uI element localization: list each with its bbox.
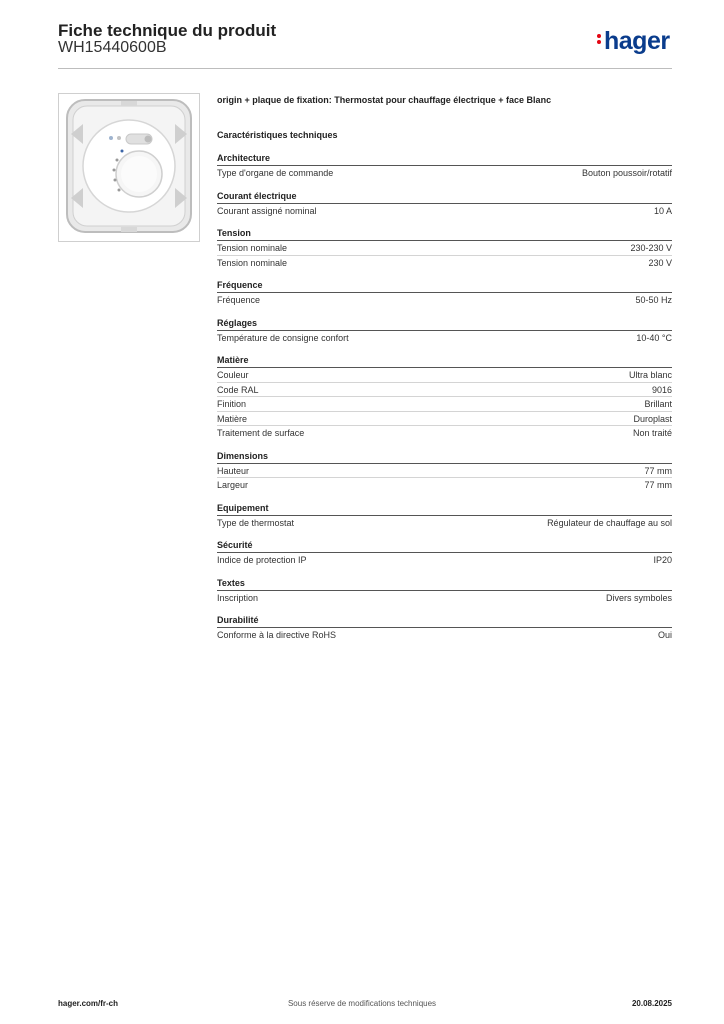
spec-row xyxy=(217,628,672,642)
spec-label: Courant assigné nominal xyxy=(217,205,317,216)
spec-group-title: Sécurité xyxy=(217,540,672,553)
spec-value: 77 mm xyxy=(644,480,672,490)
spec-group-title: Equipement xyxy=(217,503,672,516)
spec-row xyxy=(217,256,672,270)
spec-label: Matière xyxy=(217,413,248,424)
spec-group xyxy=(217,228,672,269)
spec-row xyxy=(217,426,672,440)
spec-label: Finition xyxy=(217,399,247,409)
spec-groups xyxy=(217,153,672,642)
footer-website: hager.com/fr-ch xyxy=(58,999,119,1008)
spec-label: Tension nominale xyxy=(217,257,288,268)
spec-row xyxy=(217,383,672,398)
spec-group-title: Dimensions xyxy=(217,451,672,464)
spec-label: Indice de protection IP xyxy=(217,555,307,565)
header-divider xyxy=(58,68,672,69)
spec-label: Inscription xyxy=(217,592,259,603)
spec-group-title: Textes xyxy=(217,578,672,591)
spec-row xyxy=(217,478,672,492)
spec-row xyxy=(217,241,672,256)
spec-value: Bouton poussoir/rotatif xyxy=(581,168,672,178)
product-reference: WH15440600B xyxy=(58,39,167,56)
spec-group xyxy=(217,280,672,307)
spec-label: Code RAL xyxy=(217,384,259,395)
spec-label: Température de consigne confort xyxy=(217,332,349,343)
hager-logo xyxy=(597,27,670,56)
product-details xyxy=(217,95,672,642)
spec-label: Couleur xyxy=(217,370,249,380)
spec-group-title: Matière xyxy=(217,355,672,368)
spec-row xyxy=(217,516,672,530)
spec-group xyxy=(217,191,672,218)
spec-group-title: Fréquence xyxy=(217,280,672,293)
footer-notice: Sous réserve de modifications techniques xyxy=(287,999,437,1008)
spec-row xyxy=(217,368,672,383)
spec-value: Duroplast xyxy=(633,413,672,424)
thermostat-illustration xyxy=(59,94,199,241)
product-description: origin + plaque de fixation: Thermostat pour chauffage électrique + face Blanc xyxy=(217,95,552,105)
spec-group-title: Durabilité xyxy=(217,615,672,628)
spec-group xyxy=(217,355,672,440)
spec-row xyxy=(217,591,672,605)
spec-row xyxy=(217,464,672,479)
spec-row xyxy=(217,204,672,218)
spec-group-title: Tension xyxy=(217,228,672,241)
spec-value: 77 mm xyxy=(644,465,672,476)
spec-group xyxy=(217,451,672,492)
spec-label: Type d'organe de commande xyxy=(217,168,334,178)
spec-label: Type de thermostat xyxy=(217,517,295,528)
spec-label: Traitement de surface xyxy=(217,428,305,438)
spec-value: 10-40 °C xyxy=(636,332,672,343)
spec-value: 230 V xyxy=(648,257,672,268)
spec-value: Brillant xyxy=(644,399,672,409)
spec-row xyxy=(217,412,672,427)
spec-value: 50-50 Hz xyxy=(635,295,672,305)
spec-value: Régulateur de chauffage au sol xyxy=(547,517,672,528)
spec-value: Divers symboles xyxy=(605,592,672,603)
spec-value: Non traité xyxy=(632,428,672,438)
spec-group xyxy=(217,153,672,180)
logo-text: hager xyxy=(604,27,670,55)
spec-row xyxy=(217,553,672,567)
spec-value: Oui xyxy=(657,630,672,640)
spec-value: 230-230 V xyxy=(630,243,672,253)
spec-group-title: Architecture xyxy=(217,153,672,166)
specs-heading: Caractéristiques techniques xyxy=(217,130,338,140)
spec-group xyxy=(217,578,672,605)
spec-group xyxy=(217,615,672,642)
footer-date: 20.08.2025 xyxy=(631,999,672,1008)
spec-group-title: Réglages xyxy=(217,318,672,331)
spec-row xyxy=(217,166,672,180)
spec-group-title: Courant électrique xyxy=(217,191,672,204)
spec-label: Largeur xyxy=(217,480,249,490)
spec-group xyxy=(217,540,672,567)
spec-label: Conforme à la directive RoHS xyxy=(217,630,337,640)
spec-value: 10 A xyxy=(653,205,672,216)
spec-group xyxy=(217,503,672,530)
spec-group xyxy=(217,318,672,345)
document-title: Fiche technique du produit xyxy=(58,21,277,40)
thermostat-product-photo xyxy=(58,93,200,242)
spec-row xyxy=(217,397,672,412)
spec-label: Hauteur xyxy=(217,465,250,476)
spec-value: Ultra blanc xyxy=(628,370,672,380)
logo-dots-icon xyxy=(597,32,602,46)
spec-label: Fréquence xyxy=(217,295,261,305)
spec-value: IP20 xyxy=(653,555,672,565)
spec-value: 9016 xyxy=(651,384,672,395)
spec-row xyxy=(217,293,672,307)
spec-row xyxy=(217,331,672,345)
spec-label: Tension nominale xyxy=(217,243,288,253)
